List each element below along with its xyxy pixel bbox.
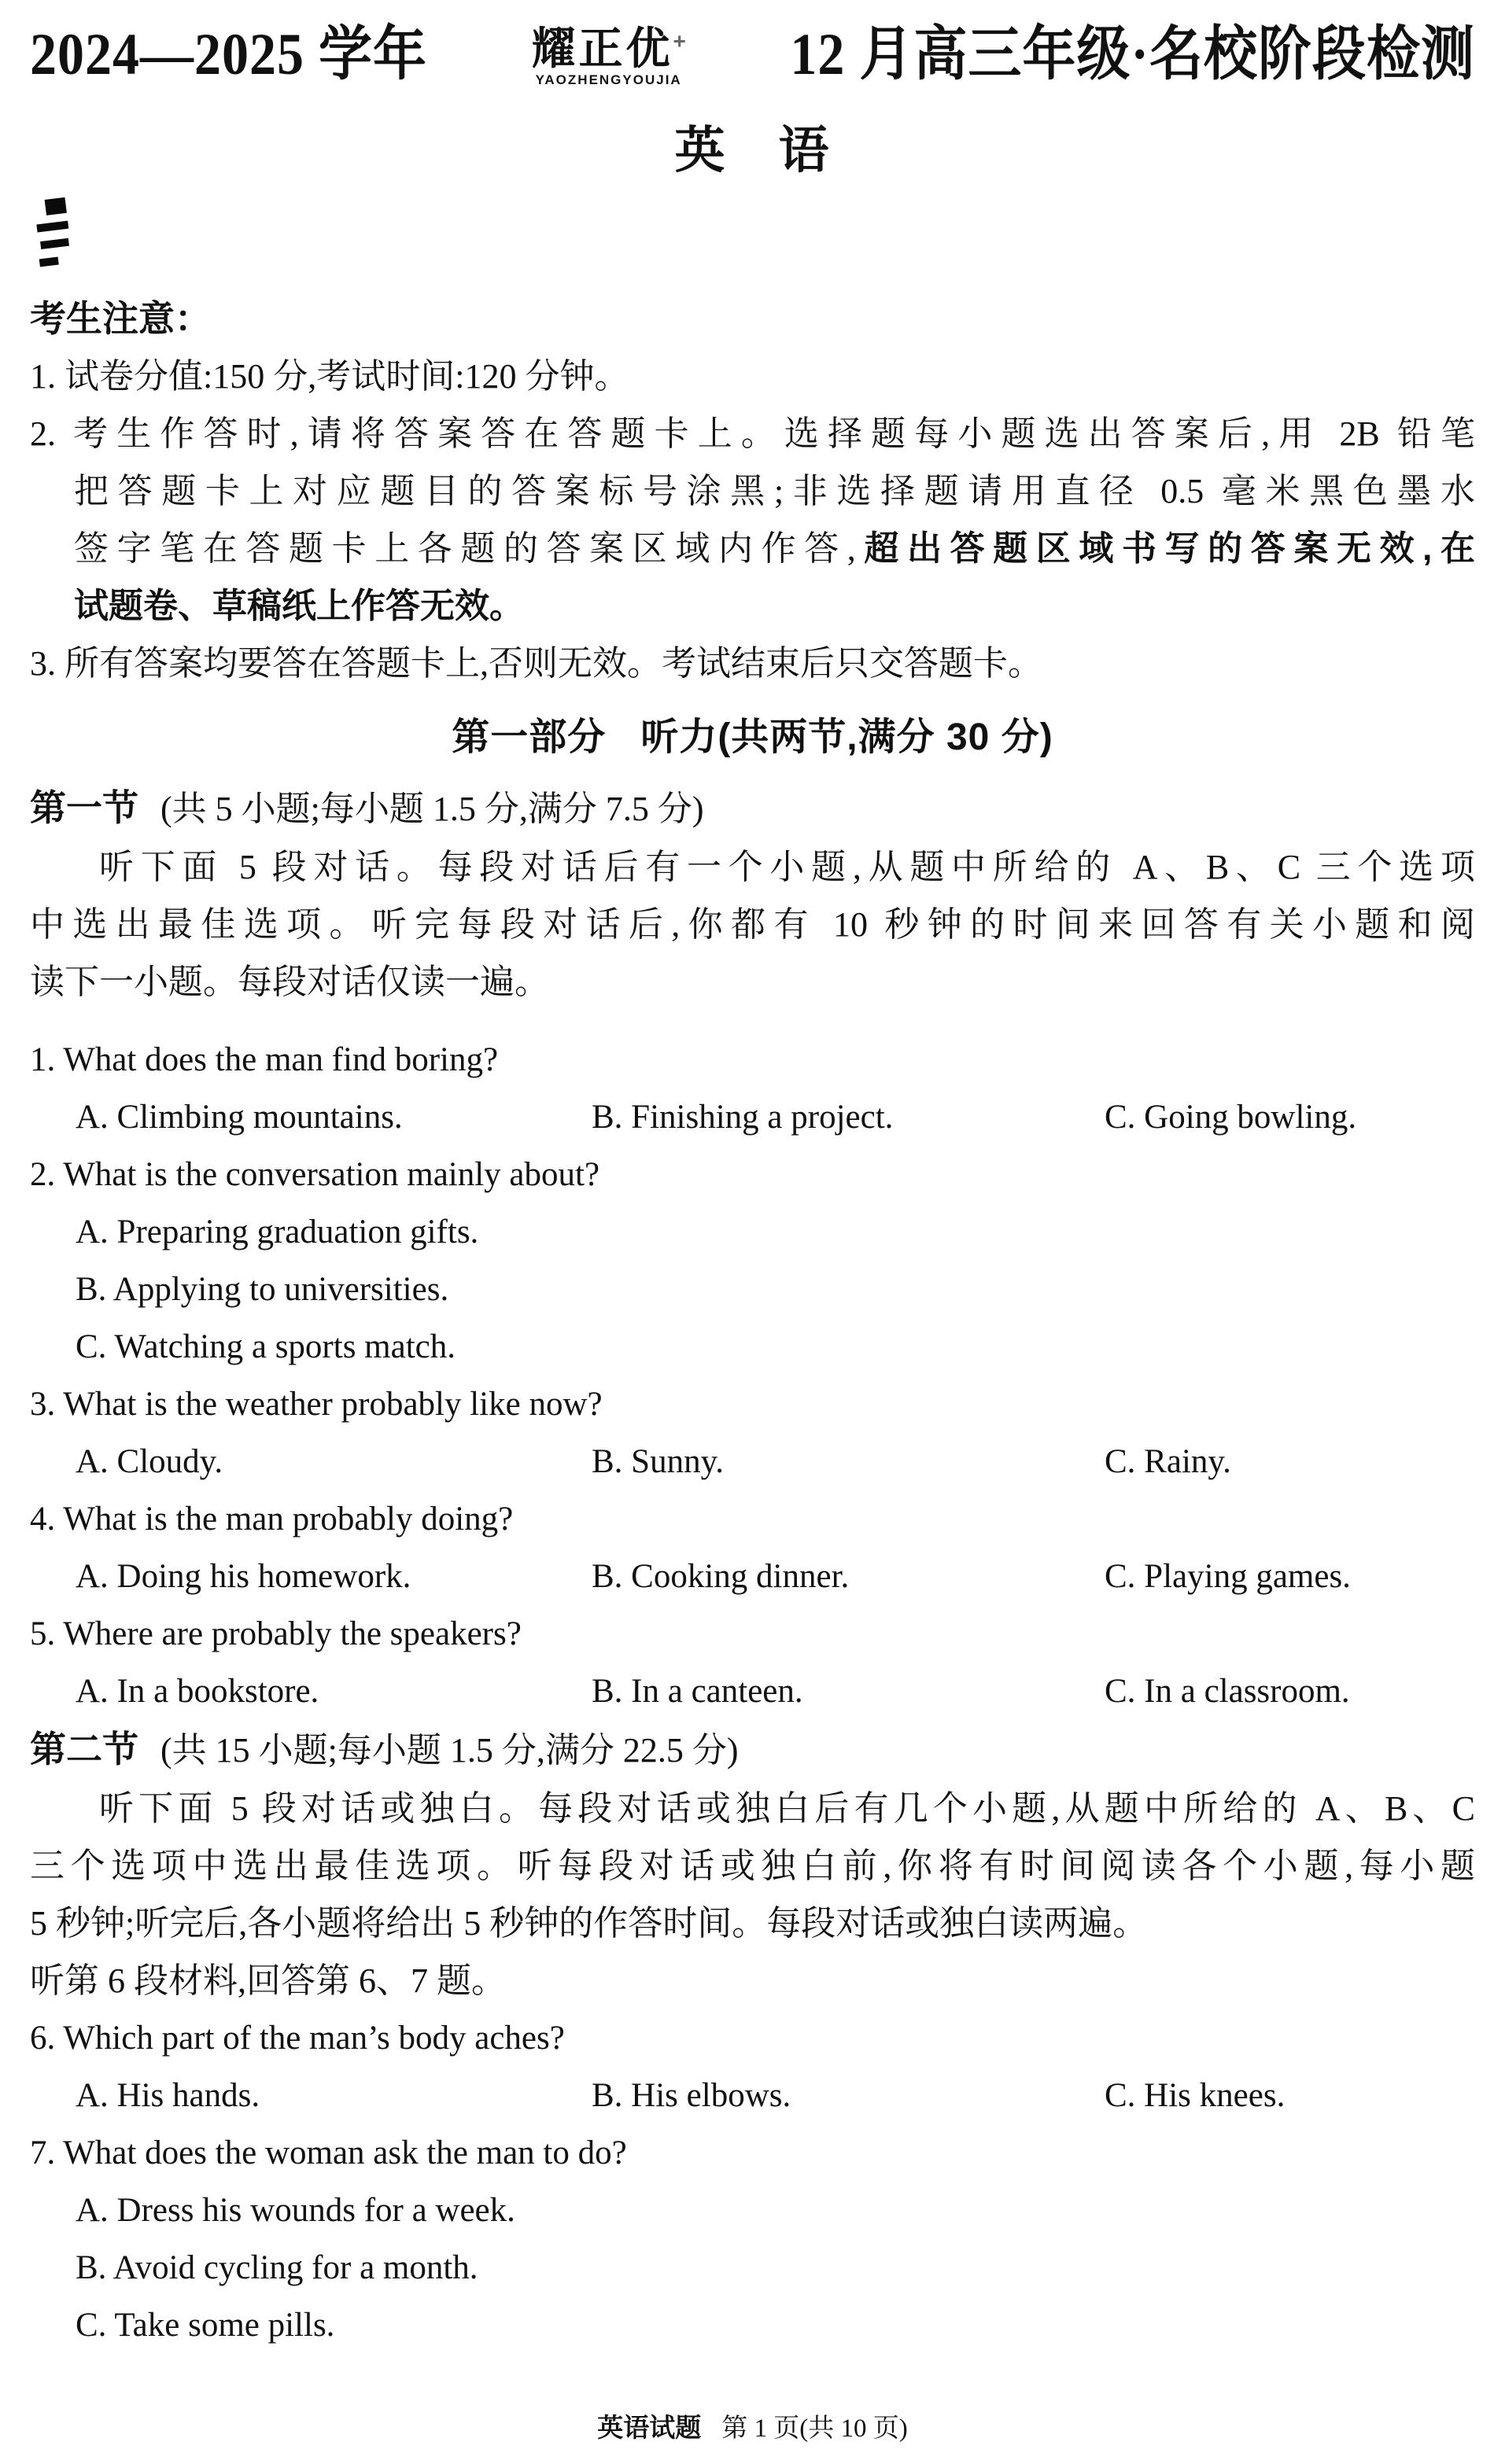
part1-heading-label: 第一部分 [452,716,607,759]
question-2-option-a: A. Preparing graduation gifts. [76,1214,479,1251]
question-3-text: 3. What is the weather probably like now? [30,1386,603,1424]
section2-brief: (共 15 小题;每小题 1.5 分,满分 22.5 分) [160,1731,739,1770]
question-5-text: 5. Where are probably the speakers? [30,1615,522,1653]
section2-intro-line-1: 听下面 5 段对话或独白。每段对话或独白后有几个小题,从题中所给的 A、B、C [99,1789,1475,1829]
plus-icon: + [673,28,686,53]
question-7-option-b: B. Avoid cycling for a month. [76,2249,478,2287]
question-5-option-b: B. In a canteen. [592,1673,803,1711]
section1-intro-line-1: 听下面 5 段对话。每段对话后有一个小题,从题中所给的 A、B、C 三个选项 [99,848,1475,887]
question-4-option-b: B. Cooking dinner. [592,1558,850,1596]
logo-subtext: YAOZHENGYOUJIA [535,72,682,87]
question-3-options [30,1433,1475,1490]
question-4-option-c: C. Playing games. [1105,1558,1351,1596]
notice-item-2-line-1: 2. 考生作答时,请将答案答在答题卡上。选择题每小题选出答案后,用 2B 铅笔 [30,414,1475,454]
scan-artifact [32,196,88,272]
question-5-options [30,1663,1475,1720]
header-exam-text: 12 月高三年级·名校阶段检测 [790,20,1475,87]
question-1-option-b: B. Finishing a project. [592,1099,894,1136]
section2-label: 第二节 [30,1729,138,1770]
section1-label: 第一节 [30,787,138,829]
section2-intro-line-2: 三个选项中选出最佳选项。听每段对话或独白前,你将有时间阅读各个小题,每小题 [30,1847,1475,1886]
question-3-option-c: C. Rainy. [1105,1443,1231,1481]
footer-page-info: 第 1 页(共 10 页) [721,2414,908,2444]
question-3-option-b: B. Sunny. [592,1443,725,1481]
question-1-option-c: C. Going bowling. [1105,1099,1357,1136]
notice-heading: 考生注意： [30,298,211,340]
question-2-option-b: B. Applying to universities. [76,1271,449,1309]
question-1-text: 1. What does the man find boring? [30,1041,499,1079]
notice-item-2-line-4: 试题卷、草稿纸上作答无效。 [74,587,524,626]
question-6-options [30,2067,1475,2124]
material-note: 听第 6 段材料,回答第 6、7 题。 [30,1961,506,2001]
question-6-option-b: B. His elbows. [592,2077,791,2115]
question-4-text: 4. What is the man probably doing? [30,1501,514,1538]
section2-heading [30,1720,1475,1780]
section1-brief: (共 5 小题;每小题 1.5 分,满分 7.5 分) [160,790,704,829]
part1-heading [30,697,1475,779]
question-1-option-a: A. Climbing mountains. [76,1099,403,1136]
question-6-option-c: C. His knees. [1105,2077,1286,2115]
notice-item-1: 1. 试卷分值:150 分,考试时间:120 分钟。 [30,357,629,396]
question-7-option-c: C. Take some pills. [76,2307,335,2344]
section2-intro-line-3: 5 秒钟;听完后,各小题将给出 5 秒钟的作答时间。每段对话或独白读两遍。 [30,1904,1148,1943]
notice-item-2-line-3 [30,520,1475,577]
footer-doc-label: 英语试题 [597,2413,702,2443]
question-5-option-a: A. In a bookstore. [76,1673,319,1711]
question-6-text: 6. Which part of the man’s body aches? [30,2020,565,2057]
artifact-bar [39,257,59,267]
artifact-bar [36,221,68,233]
brand-logo [531,24,686,87]
question-7-text: 7. What does the woman ask the man to do? [30,2134,627,2172]
notice-item-3: 3. 所有答案均要答在答题卡上,否则无效。考试结束后只交答题卡。 [30,644,1042,683]
header-row [30,0,1475,87]
page-footer [0,2412,1505,2445]
notice-item-2-line-3-bold: 超出答题区域书写的答案无效,在 [855,529,1475,569]
question-5-option-c: C. In a classroom. [1105,1673,1350,1711]
subject-title: 英 语 [674,122,831,179]
question-7-option-a: A. Dress his wounds for a week. [76,2192,515,2230]
question-4-option-a: A. Doing his homework. [76,1558,411,1596]
notice-item-2-line-2: 把答题卡上对应题目的答案标号涂黑;非选择题请用直径 0.5 毫米黑色墨水 [74,472,1475,511]
section1-intro-line-2: 中选出最佳选项。听完每段对话后,你都有 10 秒钟的时间来回答有关小题和阅 [30,905,1475,945]
artifact-bar [45,197,67,215]
header-year-text: 2024—2025 学年 [30,20,428,87]
question-6-option-a: A. His hands. [76,2077,260,2115]
artifact-bar [40,238,69,249]
notice-item-2-line-3-regular: 签字笔在答题卡上各题的答案区域内作答, [74,529,856,569]
section1-intro-line-3: 读下一小题。每段对话仅读一遍。 [30,963,549,1002]
logo-brand-characters: 耀正优 [531,24,673,73]
question-1-options [30,1088,1475,1146]
question-3-option-a: A. Cloudy. [76,1443,223,1481]
question-2-text: 2. What is the conversation mainly about? [30,1156,600,1194]
section1-heading [30,779,1475,838]
question-2-option-c: C. Watching a sports match. [76,1328,456,1366]
question-4-options [30,1548,1475,1605]
part1-heading-rest: 听力(共两节,满分 30 分) [640,716,1053,759]
logo-main-text [531,24,686,73]
